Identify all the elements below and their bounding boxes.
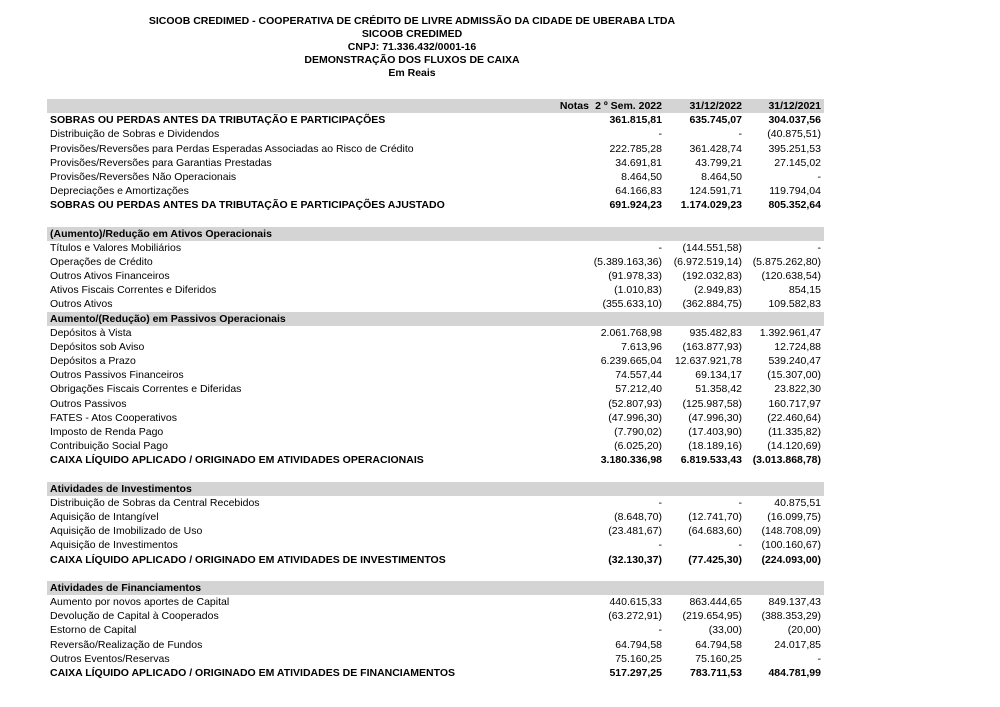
value-31-12-2022: (17.403,90): [688, 425, 742, 438]
section-label: Aumento/(Redução) em Passivos Operacionais: [50, 312, 286, 325]
value-2sem-2022: 517.297,25: [609, 666, 662, 679]
value-2sem-2022: -: [658, 624, 662, 637]
value-31-12-2021: 160.717,97: [768, 397, 821, 410]
value-2sem-2022: 74.557,44: [615, 369, 662, 382]
row-label: Distribuição de Sobras e Dividendos: [50, 128, 220, 141]
row-label: Distribuição de Sobras da Central Recebidos: [50, 496, 260, 509]
table-row: [47, 142, 824, 156]
value-31-12-2021: (388.353,29): [761, 610, 821, 623]
value-2sem-2022: 7.613,96: [621, 340, 662, 353]
row-label: Provisões/Reversões para Garantias Prestadas: [50, 156, 272, 169]
row-label: Depósitos sob Aviso: [50, 340, 145, 353]
table-row: [47, 496, 824, 510]
table-row-total: [47, 453, 824, 467]
value-31-12-2022: 8.464,50: [701, 170, 742, 183]
value-2sem-2022: (52.807,93): [608, 397, 662, 410]
row-label: Provisões/Reversões Não Operacionais: [50, 170, 237, 183]
table-row: [47, 652, 824, 666]
row-label: Outros Ativos Financeiros: [50, 270, 170, 283]
row-label: Aquisição de Imobilizado de Uso: [50, 525, 203, 538]
value-2sem-2022: (63.272,91): [608, 610, 662, 623]
value-31-12-2022: 635.745,07: [689, 114, 742, 127]
table-row: [47, 538, 824, 552]
value-31-12-2022: 6.819.533,43: [680, 454, 742, 467]
value-31-12-2022: 124.591,71: [689, 185, 742, 198]
spacer: [47, 567, 824, 581]
cash-flow-table: [47, 99, 824, 680]
table-row: [47, 326, 824, 340]
value-31-12-2021: (5.875.262,80): [752, 255, 821, 268]
row-label: Operações de Crédito: [50, 255, 153, 268]
row-label: CAIXA LÍQUIDO APLICADO / ORIGINADO EM ATIVIDADES DE FINANCIAMENTOS: [50, 666, 456, 679]
table-row: [47, 283, 824, 297]
value-2sem-2022: 64.166,83: [615, 185, 662, 198]
value-31-12-2021: (20,00): [787, 624, 821, 637]
value-31-12-2021: 395.251,53: [768, 142, 821, 155]
value-31-12-2022: (144.551,58): [682, 241, 742, 254]
table-row: [47, 113, 824, 127]
table-row: [47, 397, 824, 411]
company-short-name: SICOOB CREDIMED: [361, 28, 463, 40]
value-31-12-2021: 484.781,99: [768, 666, 821, 679]
value-2sem-2022: (23.481,67): [608, 525, 662, 538]
value-31-12-2022: -: [738, 539, 742, 552]
value-31-12-2021: (148.708,09): [761, 525, 821, 538]
spacer: [47, 212, 824, 226]
row-label: Outros Eventos/Reservas: [50, 652, 170, 665]
value-2sem-2022: 691.924,23: [609, 199, 662, 212]
value-31-12-2022: -: [738, 496, 742, 509]
row-label: Depreciações e Amortizações: [50, 185, 189, 198]
table-row: [47, 382, 824, 396]
value-31-12-2022: 12.637.921,78: [674, 355, 742, 368]
value-31-12-2021: 109.582,83: [768, 298, 821, 311]
column-header-2sem-2022: 2 º Sem. 2022: [595, 100, 662, 112]
value-2sem-2022: (355.633,10): [602, 298, 662, 311]
value-2sem-2022: 34.691,81: [615, 156, 662, 169]
row-label: Depósitos a Prazo: [50, 355, 136, 368]
value-31-12-2022: (2.949,83): [694, 284, 742, 297]
value-31-12-2022: 75.160,25: [695, 652, 742, 665]
value-31-12-2022: (6.972.519,14): [673, 255, 742, 268]
value-31-12-2022: 783.711,53: [690, 666, 742, 679]
company-name: SICOOB CREDIMED - COOPERATIVA DE CRÉDITO DE LIVRE ADMISSÃO DA CIDADE DE UBERABA LTDA: [148, 15, 676, 27]
table-row: [47, 127, 824, 141]
report-header: [50, 15, 774, 80]
row-label: Devolução de Capital à Cooperados: [50, 610, 219, 623]
value-31-12-2021: 23.822,30: [774, 383, 821, 396]
value-31-12-2022: 64.794,58: [695, 638, 742, 651]
value-2sem-2022: -: [658, 539, 662, 552]
section-header: [47, 312, 824, 326]
value-31-12-2022: 1.174.029,23: [680, 199, 742, 212]
table-row: [47, 368, 824, 382]
spacer: [47, 467, 824, 481]
value-31-12-2022: 51.358,42: [695, 383, 742, 396]
row-label: CAIXA LÍQUIDO APLICADO / ORIGINADO EM ATIVIDADES DE INVESTIMENTOS: [50, 553, 446, 566]
row-label: Obrigações Fiscais Correntes e Diferidas: [50, 383, 242, 396]
value-31-12-2021: 119.794,04: [769, 185, 821, 198]
value-2sem-2022: (32.130,37): [608, 553, 662, 566]
value-31-12-2021: 24.017,85: [774, 638, 821, 651]
row-label: Títulos e Valores Mobiliários: [50, 241, 182, 254]
row-label: Provisões/Reversões para Perdas Esperadas Associadas ao Risco de Crédito: [50, 142, 414, 155]
table-row: [47, 638, 824, 652]
row-label: Aquisição de Intangível: [50, 510, 159, 523]
value-31-12-2021: (11.335,82): [768, 425, 821, 438]
value-2sem-2022: (47.996,30): [608, 411, 662, 424]
value-31-12-2021: -: [817, 652, 821, 665]
value-31-12-2021: (100.160,67): [761, 539, 821, 552]
value-2sem-2022: 8.464,50: [621, 170, 662, 183]
value-31-12-2022: 69.134,17: [695, 369, 742, 382]
value-2sem-2022: 64.794,58: [615, 638, 662, 651]
value-31-12-2022: (192.032,83): [682, 270, 742, 283]
value-31-12-2022: 43.799,21: [695, 156, 742, 169]
row-label: FATES - Atos Cooperativos: [50, 411, 178, 424]
table-row: [47, 510, 824, 524]
value-31-12-2022: -: [738, 128, 742, 141]
section-header: [47, 227, 824, 241]
table-row: [47, 156, 824, 170]
table-row: [47, 439, 824, 453]
value-31-12-2022: (163.877,93): [682, 340, 742, 353]
value-2sem-2022: 222.785,28: [609, 142, 662, 155]
row-label: Aumento por novos aportes de Capital: [50, 596, 230, 609]
section-header: [47, 581, 824, 595]
value-2sem-2022: 2.061.768,98: [600, 326, 662, 339]
value-31-12-2021: (14.120,69): [767, 440, 821, 453]
table-row: [47, 609, 824, 623]
table-row: [47, 524, 824, 538]
value-2sem-2022: -: [658, 241, 662, 254]
row-label: Contribuição Social Pago: [50, 440, 168, 453]
value-31-12-2022: (18.189,16): [688, 440, 742, 453]
table-row: [47, 297, 824, 311]
value-31-12-2021: 539.240,47: [768, 355, 821, 368]
table-row: [47, 170, 824, 184]
row-label: Ativos Fiscais Correntes e Diferidos: [50, 284, 217, 297]
statement-title: DEMONSTRAÇÃO DOS FLUXOS DE CAIXA: [304, 54, 520, 66]
table-row-total: [47, 198, 824, 212]
value-2sem-2022: 6.239.665,04: [600, 355, 662, 368]
value-31-12-2021: (120.638,54): [761, 270, 821, 283]
value-2sem-2022: (6.025,20): [614, 440, 662, 453]
column-header-31-12-2022: 31/12/2022: [689, 100, 742, 112]
value-31-12-2021: (16.099,75): [767, 510, 821, 523]
row-label: Depósitos à Vista: [50, 326, 132, 339]
row-label: Outros Passivos Financeiros: [50, 369, 184, 382]
table-row: [47, 255, 824, 269]
value-2sem-2022: (7.790,02): [614, 425, 662, 438]
value-2sem-2022: 440.615,33: [609, 596, 662, 609]
value-31-12-2022: (64.683,60): [688, 525, 742, 538]
value-31-12-2022: (219.654,95): [682, 610, 742, 623]
notas-column-header: Notas: [559, 100, 589, 112]
value-2sem-2022: (1.010,83): [614, 284, 662, 297]
row-label: SOBRAS OU PERDAS ANTES DA TRIBUTAÇÃO E PARTICIPAÇÕES AJUSTADO: [50, 199, 445, 212]
value-2sem-2022: 75.160,25: [615, 652, 662, 665]
value-2sem-2022: -: [658, 128, 662, 141]
value-31-12-2021: 1.392.961,47: [759, 326, 821, 339]
column-header-row: [47, 99, 824, 113]
table-row: [47, 340, 824, 354]
value-31-12-2021: 854,15: [788, 284, 821, 297]
table-row: [47, 354, 824, 368]
section-label: (Aumento)/Redução em Ativos Operacionais: [50, 227, 272, 240]
value-31-12-2021: -: [817, 241, 821, 254]
row-label: Aquisição de Investimentos: [50, 539, 178, 552]
table-row: [47, 241, 824, 255]
value-31-12-2022: (47.996,30): [688, 411, 742, 424]
value-31-12-2021: (15.307,00): [767, 369, 821, 382]
value-31-12-2022: 935.482,83: [689, 326, 742, 339]
section-label: Atividades de Investimentos: [50, 482, 192, 495]
value-31-12-2022: (12.741,70): [688, 510, 742, 523]
table-row: [47, 269, 824, 283]
value-2sem-2022: 57.212,40: [615, 383, 662, 396]
value-31-12-2021: 12.724,88: [774, 340, 821, 353]
table-row: [47, 184, 824, 198]
value-31-12-2021: 40.875,51: [774, 496, 821, 509]
value-31-12-2022: (33,00): [708, 624, 742, 637]
value-31-12-2021: (3.013.868,78): [752, 454, 821, 467]
row-label: Outros Passivos: [50, 397, 127, 410]
value-31-12-2021: -: [817, 170, 821, 183]
table-row: [47, 595, 824, 609]
value-2sem-2022: (5.389.163,36): [593, 255, 662, 268]
table-row: [47, 623, 824, 637]
row-label: Imposto de Renda Pago: [50, 425, 164, 438]
value-31-12-2021: (40.875,51): [767, 128, 821, 141]
row-label: Estorno de Capital: [50, 624, 137, 637]
value-2sem-2022: 361.815,81: [609, 114, 662, 127]
value-2sem-2022: (8.648,70): [614, 510, 662, 523]
value-31-12-2022: (77.425,30): [688, 553, 742, 566]
table-row-total: [47, 666, 824, 680]
row-label: CAIXA LÍQUIDO APLICADO / ORIGINADO EM ATIVIDADES OPERACIONAIS: [50, 454, 424, 467]
row-label: Reversão/Realização de Fundos: [50, 638, 203, 651]
value-31-12-2021: 849.137,43: [768, 596, 821, 609]
value-31-12-2021: 304.037,56: [768, 114, 821, 127]
value-31-12-2021: 27.145,02: [774, 156, 821, 169]
column-header-31-12-2021: 31/12/2021: [768, 100, 821, 112]
value-2sem-2022: -: [658, 496, 662, 509]
value-31-12-2021: (224.093,00): [761, 553, 821, 566]
row-label: SOBRAS OU PERDAS ANTES DA TRIBUTAÇÃO E PARTICIPAÇÕES: [50, 114, 386, 127]
value-31-12-2022: 863.444,65: [689, 596, 742, 609]
table-row-total: [47, 553, 824, 567]
value-2sem-2022: (91.978,33): [608, 270, 662, 283]
value-31-12-2021: (22.460,64): [767, 411, 821, 424]
cnpj: CNPJ: 71.336.432/0001-16: [347, 41, 477, 53]
value-31-12-2021: 805.352,64: [768, 199, 821, 212]
value-31-12-2022: 361.428,74: [689, 142, 742, 155]
table-row: [47, 425, 824, 439]
row-label: Outros Ativos: [50, 298, 113, 311]
value-31-12-2022: (125.987,58): [682, 397, 742, 410]
value-2sem-2022: 3.180.336,98: [600, 454, 662, 467]
table-row: [47, 411, 824, 425]
value-31-12-2022: (362.884,75): [682, 298, 742, 311]
section-label: Atividades de Financiamentos: [50, 581, 202, 594]
section-header: [47, 482, 824, 496]
currency-note: Em Reais: [388, 67, 436, 79]
